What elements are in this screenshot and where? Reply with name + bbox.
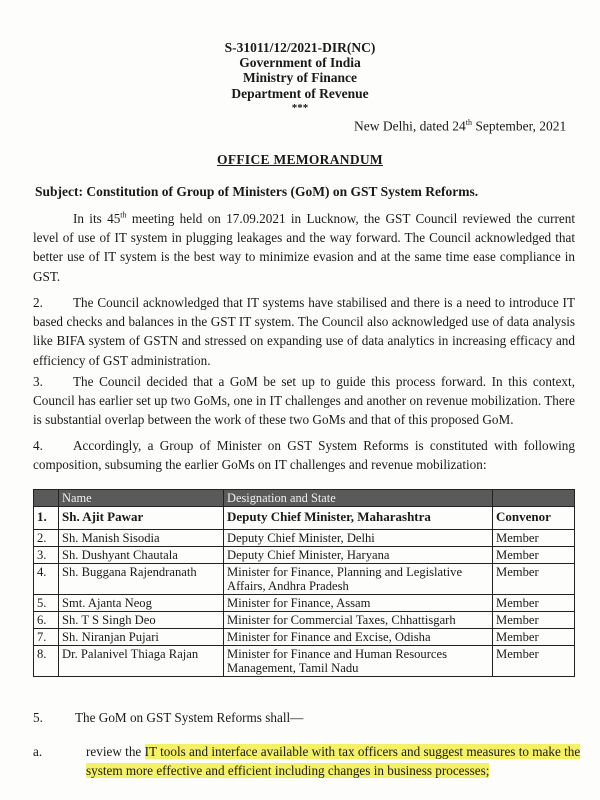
cell-name: Smt. Ajanta Neog <box>59 595 224 612</box>
cell-name: Sh. Manish Sisodia <box>59 530 224 547</box>
cell-name: Sh. T S Singh Deo <box>59 612 224 629</box>
header-government: Government of India <box>239 55 361 70</box>
cell-name: Sh. Buggana Rajendranath <box>59 564 224 595</box>
cell-serial: 6. <box>34 612 59 629</box>
cell-designation: Minister for Finance, Planning and Legislative Affairs, Andhra Pradesh <box>224 564 493 595</box>
item-a-text <box>86 742 586 780</box>
para4-num: 4. <box>33 438 43 453</box>
cell-role: Member <box>493 547 575 564</box>
date-suffix: September, 2021 <box>471 118 567 134</box>
para3-num: 3. <box>33 374 43 389</box>
paragraph-2 <box>33 293 575 370</box>
header-stars: *** <box>291 102 309 114</box>
paragraph-3 <box>33 372 575 430</box>
table-row <box>34 612 575 629</box>
cell-name: Dr. Palanivel Thiaga Rajan <box>59 646 224 677</box>
cell-name: Sh. Niranjan Pujari <box>59 629 224 646</box>
para1-sup: th <box>120 210 127 220</box>
cell-serial: 7. <box>34 629 59 646</box>
item-a-plain: review the <box>86 744 145 759</box>
para1-b: meeting held on 17.09.2021 in Lucknow, the GST Council reviewed the current level of use of IT system in plugging leakages and the way forward. The Council acknowledged that better use of IT system is the best way to minimize evasion and at the same time ease compliance in GST. <box>33 211 575 284</box>
para1-a: In its 45 <box>73 211 121 226</box>
header-designation: Designation and State <box>224 490 493 507</box>
item-a-highlight: IT tools and interface available with tax officers and suggest measures to make the system more effective and efficient including changes in business processes; <box>86 744 581 778</box>
memo-subject: Subject: Constitution of Group of Ministers (GoM) on GST System Reforms. <box>35 184 479 199</box>
header-role <box>493 490 575 507</box>
cell-designation: Minister for Finance and Excise, Odisha <box>224 629 493 646</box>
cell-name: Sh. Ajit Pawar <box>59 507 224 530</box>
paragraph-4 <box>33 436 575 474</box>
cell-designation: Deputy Chief Minister, Delhi <box>224 530 493 547</box>
cell-serial: 5. <box>34 595 59 612</box>
cell-designation: Deputy Chief Minister, Haryana <box>224 547 493 564</box>
item-a-label: a. <box>33 744 43 759</box>
cell-role: Member <box>493 595 575 612</box>
table-header-row <box>34 490 575 507</box>
cell-serial: 3. <box>34 547 59 564</box>
para2-num: 2. <box>33 295 43 310</box>
table-row <box>34 564 575 595</box>
para5-num: 5. <box>33 710 43 725</box>
table-row <box>34 530 575 547</box>
para2-text: The Council acknowledged that IT systems have stabilised and there is a need to introduce IT based checks and balances in the GST IT system. The Council also acknowledged use of data analysis like BIFA system of GSTN and stressed on expanding use of data analytics in increasing efficacy and efficiency of GST administration. <box>33 295 575 368</box>
table-row <box>34 507 575 530</box>
table-row <box>34 629 575 646</box>
cell-serial: 8. <box>34 646 59 677</box>
cell-designation: Minister for Finance, Assam <box>224 595 493 612</box>
gom-composition-table <box>33 489 575 677</box>
date-sup: th <box>465 118 472 127</box>
paragraph-1 <box>33 209 575 286</box>
para4-text: Accordingly, a Group of Minister on GST System Reforms is constituted with following composition, subsuming the earlier GoMs on IT challenges and revenue mobilization: <box>33 438 575 473</box>
header-name: Name <box>59 490 224 507</box>
memo-title: OFFICE MEMORANDUM <box>217 152 383 167</box>
cell-serial: 2. <box>34 530 59 547</box>
cell-role: Member <box>493 646 575 677</box>
cell-role: Convenor <box>493 507 575 530</box>
cell-name: Sh. Dushyant Chautala <box>59 547 224 564</box>
table-row <box>34 595 575 612</box>
cell-serial: 1. <box>34 507 59 530</box>
paragraph-5 <box>33 710 303 726</box>
cell-designation: Minister for Finance and Human Resources Management, Tamil Nadu <box>224 646 493 677</box>
table-row <box>34 646 575 677</box>
header-serial <box>34 490 59 507</box>
memo-date <box>354 118 566 135</box>
cell-designation: Deputy Chief Minister, Maharashtra <box>224 507 493 530</box>
para3-text: The Council decided that a GoM be set up to guide this process forward. In this context, Council has earlier set up two GoMs, one in IT challenges and another on revenue mobilization. There is substantial overlap between the work of these two GoMs and that of this proposed GoM. <box>33 374 575 428</box>
file-number: S-31011/12/2021-DIR(NC) <box>224 40 376 55</box>
header-department: Department of Revenue <box>231 86 369 101</box>
cell-role: Member <box>493 612 575 629</box>
header-ministry: Ministry of Finance <box>243 70 357 85</box>
cell-designation: Minister for Commercial Taxes, Chhattisgarh <box>224 612 493 629</box>
cell-role: Member <box>493 564 575 595</box>
para5-text: The GoM on GST System Reforms shall— <box>75 710 304 725</box>
cell-serial: 4. <box>34 564 59 595</box>
cell-role: Member <box>493 530 575 547</box>
cell-role: Member <box>493 629 575 646</box>
date-prefix: New Delhi, dated 24 <box>354 118 466 134</box>
table-row <box>34 547 575 564</box>
